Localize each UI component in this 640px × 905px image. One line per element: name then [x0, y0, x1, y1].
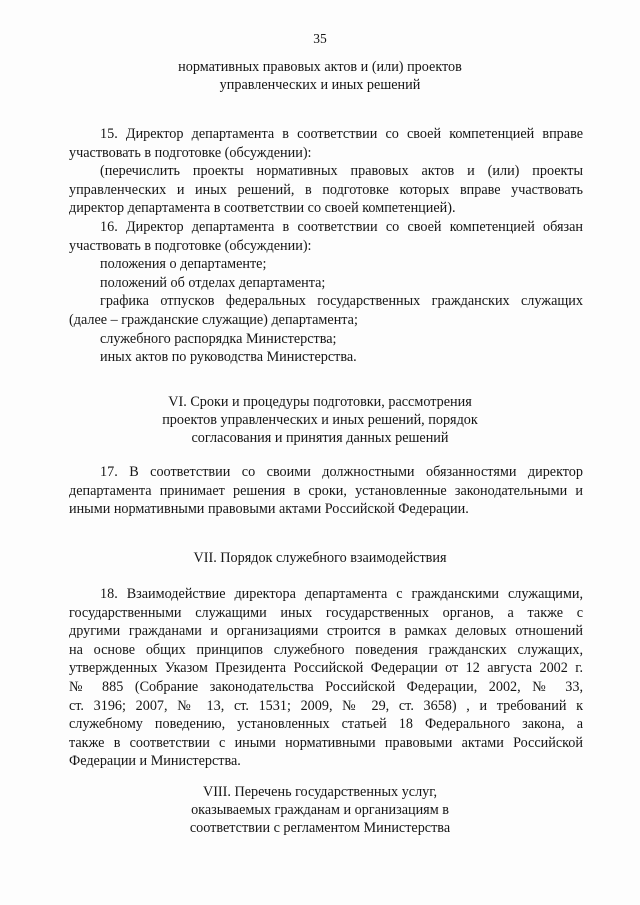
- paragraph-line: Федерации и Министерства.: [69, 753, 241, 770]
- paragraph-line: государственными служащими иных государственных органов, а также с: [69, 604, 583, 621]
- paragraph-line: 17. В соответствии со своими должностными обязанностями директор: [100, 464, 583, 480]
- paragraph-line: 16. Директор департамента в соответствии со своей компетенцией обязан: [100, 218, 583, 235]
- list-item: графика отпусков федеральных государственных гражданских служащих: [100, 293, 583, 310]
- heading-line: согласования и принятия данных решений: [191, 430, 449, 447]
- heading-line: управленческих и иных решений: [219, 77, 421, 94]
- paragraph-15: [69, 125, 583, 367]
- paragraph-line: 15. Директор департамента в соответствии со своей компетенцией вправе: [100, 126, 583, 142]
- paragraph-line: управленческих и иных решений, в подготовке которых вправе участвовать: [69, 181, 583, 198]
- paragraph-line: участвовать в подготовке (обсуждении):: [69, 144, 312, 161]
- paragraph-line: другими гражданами и организациями строится в рамках деловых отношений: [69, 623, 583, 640]
- paragraph-17: [69, 463, 583, 519]
- heading-line: проектов управленческих и иных решений, порядок: [162, 412, 478, 429]
- list-item: (далее – гражданские служащие) департамента;: [69, 311, 358, 328]
- page-number: 35: [313, 31, 327, 46]
- paragraph-line: иными нормативными правовыми актами Российской Федерации.: [69, 501, 469, 518]
- heading-line: VII. Порядок служебного взаимодействия: [193, 550, 447, 566]
- list-item: служебного распорядка Министерства;: [100, 330, 337, 347]
- section-6-heading: [60, 393, 580, 448]
- paragraph-18: [69, 585, 583, 771]
- list-item: положения о департаменте;: [100, 256, 267, 273]
- paragraph-line: ст. 3196; 2007, № 13, ст. 1531; 2009, № 29, ст. 3658) , и требований к: [69, 697, 583, 714]
- top-heading: [60, 58, 580, 94]
- paragraph-line: № 885 (Собрание законодательства Российской Федерации, 2002, № 33,: [69, 678, 583, 695]
- paragraph-line: служебному поведению, установленных статьей 18 Федерального закона, а: [69, 716, 583, 733]
- heading-line: VI. Сроки и процедуры подготовки, рассмотрения: [168, 394, 472, 410]
- paragraph-line: участвовать в подготовке (обсуждении):: [69, 237, 312, 254]
- paragraph-line: также в соответствии с иными нормативными правовыми актами Российской: [69, 734, 583, 751]
- section-8-heading: [60, 783, 580, 838]
- paragraph-line: директор департамента в соответствии со своей компетенцией).: [69, 200, 456, 217]
- heading-line: оказываемых гражданам и организациям в: [191, 802, 449, 819]
- paragraph-line: департамента принимает решения в сроки, установленные законодательными и: [69, 482, 583, 499]
- paragraph-line: на основе общих принципов служебного поведения гражданских служащих,: [69, 641, 583, 658]
- heading-line: нормативных правовых актов и (или) проектов: [178, 59, 462, 75]
- paragraph-line: 18. Взаимодействие директора департамента с гражданскими служащими,: [100, 586, 583, 602]
- paragraph-line: (перечислить проекты нормативных правовых актов и (или) проекты: [100, 163, 583, 180]
- section-7-heading: [60, 549, 580, 567]
- list-item: положений об отделах департамента;: [100, 274, 326, 291]
- heading-line: соответствии с регламентом Министерства: [189, 820, 451, 837]
- list-item: иных актов по руководства Министерства.: [100, 349, 357, 366]
- paragraph-line: утвержденных Указом Президента Российской Федерации от 12 августа 2002 г.: [69, 660, 583, 677]
- heading-line: VIII. Перечень государственных услуг,: [202, 784, 438, 800]
